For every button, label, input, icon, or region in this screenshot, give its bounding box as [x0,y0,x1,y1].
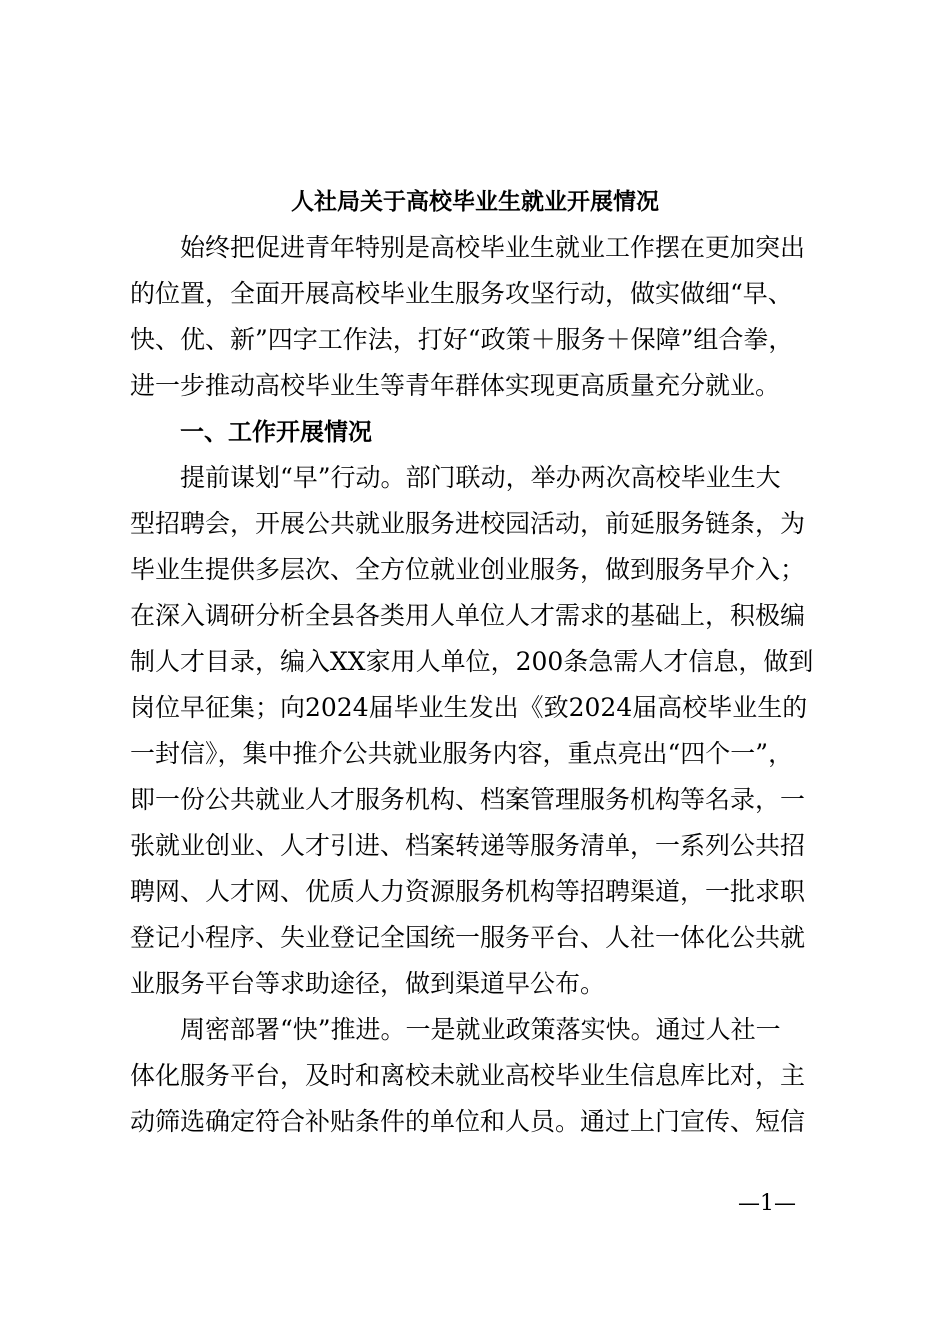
intro-line-1: 始终把促进青年特别是高校毕业生就业工作摆在更加突出 [180,233,806,262]
document-title: 人社局关于高校毕业生就业开展情况 [291,188,659,215]
para1-line-11: 登记小程序、失业登记全国统一服务平台、人社一体化公共就 [130,923,806,952]
para1-line-2: 型招聘会，开展公共就业服务进校园活动，前延服务链条，为 [130,509,806,538]
para2-line-2: 体化服务平台，及时和离校未就业高校毕业生信息库比对，主 [130,1061,806,1090]
para1-line-5: 制人才目录，编入XX家用人单位，200条急需人才信息，做到 [130,647,814,676]
section-heading-1: 一、工作开展情况 [180,418,372,446]
para2-line-3: 动筛选确定符合补贴条件的单位和人员。通过上门宣传、短信 [130,1107,806,1136]
para1-line-6: 岗位早征集；向2024届毕业生发出《致2024届高校毕业生的 [130,693,808,722]
para1-line-9: 张就业创业、人才引进、档案转递等服务清单，一系列公共招 [130,831,806,860]
para1-line-10: 聘网、人才网、优质人力资源服务机构等招聘渠道，一批求职 [130,877,806,906]
para1-line-4: 在深入调研分析全县各类用人单位人才需求的基础上，积极编 [130,601,806,630]
para1-line-8: 即一份公共就业人才服务机构、档案管理服务机构等名录，一 [130,785,806,814]
para1-line-3: 毕业生提供多层次、全方位就业创业服务，做到服务早介入； [130,555,806,584]
intro-line-3: 快、优、新”四字工作法，打好“政策＋服务＋保障”组合拳， [130,325,794,354]
para1-line-7: 一封信》，集中推介公共就业服务内容，重点亮出“四个一”， [130,739,794,768]
para1-line-12: 业服务平台等求助途径，做到渠道早公布。 [130,969,606,998]
para1-line-1: 提前谋划“早”行动。部门联动，举办两次高校毕业生大 [180,463,781,492]
intro-line-4: 进一步推动高校毕业生等青年群体实现更高质量充分就业。 [130,371,781,400]
intro-line-2: 的位置，全面开展高校毕业生服务攻坚行动，做实做细“早、 [130,279,793,308]
page-number: —1— [738,1191,796,1216]
para2-line-1: 周密部署“快”推进。一是就业政策落实快。通过人社一 [180,1015,781,1044]
